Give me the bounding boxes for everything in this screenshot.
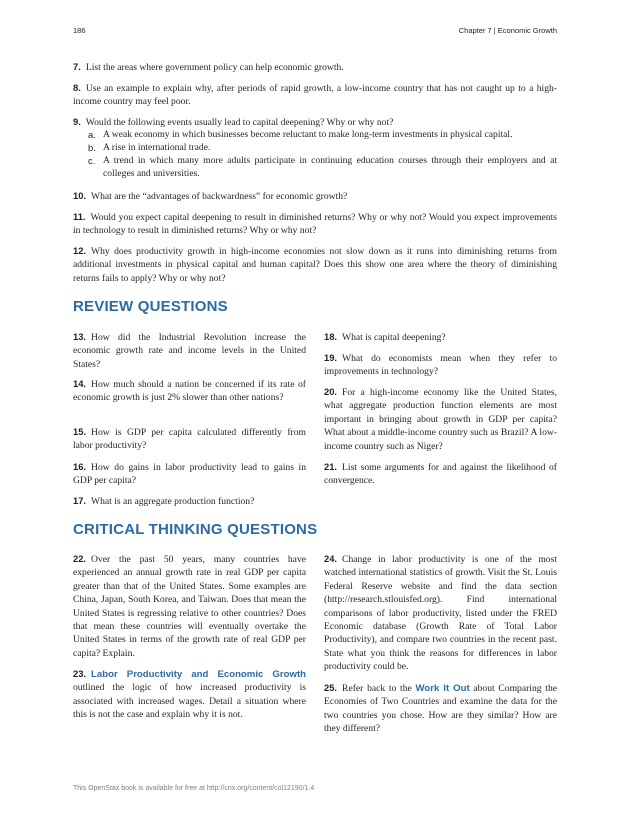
question-text: For a high-income economy like the United States, what aggregate production function elements are most important in bringing about growth in GDP per capita? What about a middle-income country such as Brazil? A low-income country such as Niger? xyxy=(324,387,557,452)
sub-item-text: A weak economy in which businesses become reluctant to make long-term investments in physical capital. xyxy=(103,129,513,140)
footer-note: This OpenStax book is available for free at http://cnx.org/content/col12190/1.4 xyxy=(73,785,315,792)
chapter-link[interactable]: Labor Productivity and Economic Growth xyxy=(91,669,306,680)
question-text: What is an aggregate production function? xyxy=(91,496,255,507)
question-text: What is capital deepening? xyxy=(342,332,446,343)
question-text: about Comparing the Economies of Two Countries and examine the data for the two countries you chose. How are they similar? How are they different? xyxy=(324,683,557,735)
question-number: 10. xyxy=(73,190,87,201)
question-text: Change in labor productivity is one of the most watched international statistics of growth. Visit the St. Louis Federal Reserve website and find the data section (http://research.stlouisfed.org). Find international comparisons of labor productivity, listed under the FRED Economic database (Growth Rate of Total Labor Productivity), and compare two countries in the recent past. State what you think the reasons for differences in labor productivity could be. xyxy=(324,554,557,673)
question-24 xyxy=(324,552,557,674)
question-text: Would you expect capital deepening to result in diminished returns? Why or why not? Would you expect improvements in technology to result in diminished returns? Why or why not? xyxy=(73,212,557,237)
question-number: 16. xyxy=(73,461,87,472)
question-14 xyxy=(73,377,306,405)
question-number: 23. xyxy=(73,668,87,679)
question-text: How much should a nation be concerned if its rate of economic growth is just 2% slower than other nations? xyxy=(73,379,306,404)
question-text: Would the following events usually lead to capital deepening? Why or why not? xyxy=(85,117,394,128)
question-12 xyxy=(73,244,557,285)
work-it-out-link[interactable]: Work It Out xyxy=(415,683,470,694)
question-18 xyxy=(324,330,557,344)
question-number: 15. xyxy=(73,426,87,437)
question-8 xyxy=(73,81,557,109)
question-22 xyxy=(73,552,306,660)
question-7 xyxy=(73,60,557,74)
question-number: 14. xyxy=(73,378,87,389)
question-23 xyxy=(73,667,306,722)
question-text: What are the “advantages of backwardness” for economic growth? xyxy=(91,191,348,202)
question-number: 8. xyxy=(73,82,81,93)
sub-item-letter: a. xyxy=(88,129,96,140)
question-number: 24. xyxy=(324,553,338,564)
sub-item-letter: b. xyxy=(88,142,96,153)
question-text: Why does productivity growth in high-income economies not slow down as it runs into diminishing returns from additional investments in physical capital and human capital? Does this show one area where the theory of diminishing returns fails to apply? Why or why not? xyxy=(73,246,557,284)
question-text: Use an example to explain why, after periods of rapid growth, a low-income country that has not caught up to a high-income country may feel poor. xyxy=(73,83,557,108)
question-text-pre: Refer back to the xyxy=(342,683,412,694)
question-number: 18. xyxy=(324,331,338,342)
section-title-review: REVIEW QUESTIONS xyxy=(73,298,228,315)
sub-item-c xyxy=(88,154,557,181)
question-text: How did the Industrial Revolution increase the economic growth rate and income levels in the United States? xyxy=(73,332,306,370)
question-number: 22. xyxy=(73,553,87,564)
question-11 xyxy=(73,210,557,238)
question-number: 20. xyxy=(324,386,338,397)
question-number: 9. xyxy=(73,116,81,127)
question-number: 19. xyxy=(324,352,338,363)
chapter-header: Chapter 7 | Economic Growth xyxy=(458,26,557,35)
question-15 xyxy=(73,425,306,453)
sub-item-text: A rise in international trade. xyxy=(103,142,211,153)
question-text: How do gains in labor productivity lead to gains in GDP per capita? xyxy=(73,462,306,487)
question-number: 7. xyxy=(73,61,81,72)
sub-item-letter: c. xyxy=(88,155,96,166)
question-text: List the areas where government policy can help economic growth. xyxy=(85,62,344,73)
question-16 xyxy=(73,460,306,488)
question-text: What do economists mean when they refer to improvements in technology? xyxy=(324,353,557,378)
question-19 xyxy=(324,351,557,379)
question-10 xyxy=(73,189,557,203)
question-13 xyxy=(73,330,306,371)
question-text: Over the past 50 years, many countries have experienced an annual growth rate in real GDP per capita greater than that of the United States. Some examples are China, Japan, South Korea, and Taiwan. Does that mean the United States is regressing relative to other countries? Does that mean these countries will eventually overtake the United States in terms of the growth rate of real GDP per capita? Explain. xyxy=(73,554,306,659)
sub-item-text: A trend in which many more adults participate in continuing education courses through their employers and at colleges and universities. xyxy=(103,155,557,180)
page-number: 186 xyxy=(73,26,86,35)
question-text: outlined the logic of how increased productivity is associated with increased wages. Detail a situation where this is not the case and explain why it is not. xyxy=(73,682,306,721)
question-number: 12. xyxy=(73,245,87,256)
question-number: 17. xyxy=(73,495,87,506)
question-number: 21. xyxy=(324,461,338,472)
section-title-critical: CRITICAL THINKING QUESTIONS xyxy=(73,521,318,538)
question-number: 25. xyxy=(324,682,338,693)
question-text: How is GDP per capita calculated differently from labor productivity? xyxy=(73,427,306,452)
question-17 xyxy=(73,494,306,508)
question-20 xyxy=(324,385,557,453)
question-number: 11. xyxy=(73,211,86,222)
question-number: 13. xyxy=(73,331,87,342)
question-21 xyxy=(324,460,557,488)
question-text: List some arguments for and against the likelihood of convergence. xyxy=(324,462,557,487)
question-25 xyxy=(324,681,557,736)
